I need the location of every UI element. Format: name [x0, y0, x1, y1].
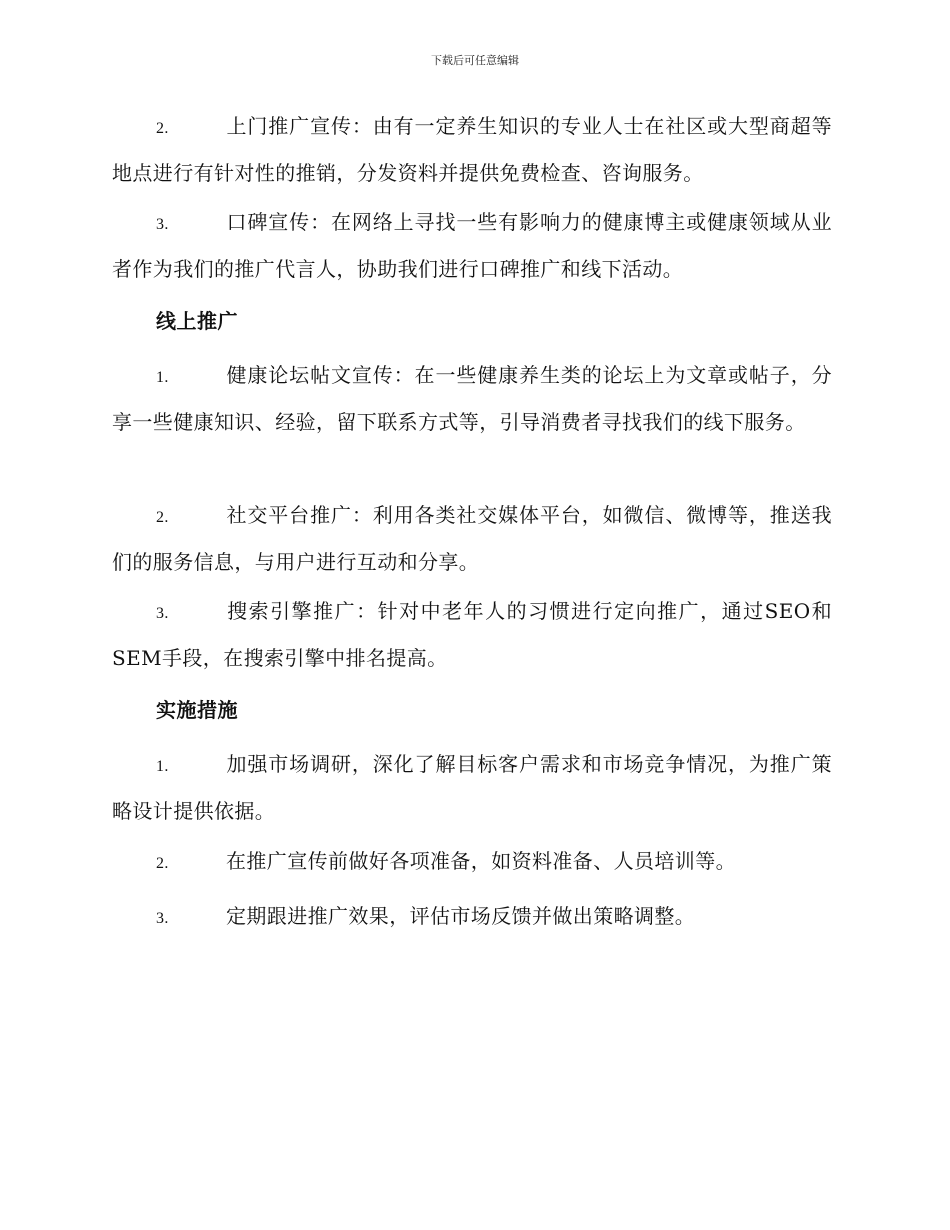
list-item — [112, 104, 832, 196]
list-number: 3. — [156, 910, 169, 927]
list-item — [112, 894, 832, 941]
list-number: 1. — [156, 758, 169, 775]
list-item — [112, 353, 832, 445]
list-item — [112, 589, 832, 681]
list-item-text: 加强市场调研，深化了解目标客户需求和市场竞争情况，为推广策略设计提供依据。 — [112, 752, 832, 823]
list-number: 1. — [156, 369, 169, 386]
list-number: 3. — [156, 605, 169, 622]
page-header: 下载后可任意编辑 — [431, 54, 519, 67]
list-number: 2. — [156, 855, 169, 872]
list-item-text: 社交平台推广：利用各类社交媒体平台，如微信、微博等，推送我们的服务信息，与用户进行互动和分享。 — [112, 503, 832, 574]
list-item-text: 搜索引擎推广：针对中老年人的习惯进行定向推广，通过SEO和SEM手段，在搜索引擎中排名提高。 — [112, 599, 832, 670]
list-item — [112, 839, 832, 886]
list-item-text: 口碑宣传：在网络上寻找一些有影响力的健康博主或健康领域从业者作为我们的推广代言人，协助我们进行口碑推广和线下活动。 — [112, 210, 832, 281]
list-item — [112, 200, 832, 292]
list-number: 2. — [156, 120, 169, 137]
section-heading-measures: 实施措施 — [156, 698, 238, 722]
list-number: 2. — [156, 509, 169, 526]
list-item-text: 定期跟进推广效果，评估市场反馈并做出策略调整。 — [226, 904, 696, 928]
list-number: 3. — [156, 216, 169, 233]
list-item-text: 健康论坛帖文宣传：在一些健康养生类的论坛上为文章或帖子，分享一些健康知识、经验，留下联系方式等，引导消费者寻找我们的线下服务。 — [112, 363, 832, 434]
section-heading-online: 线上推广 — [156, 309, 238, 333]
list-item-text: 上门推广宣传：由有一定养生知识的专业人士在社区或大型商超等地点进行有针对性的推销，分发资料并提供免费检查、咨询服务。 — [112, 114, 832, 185]
list-item — [112, 742, 832, 834]
list-item-text: 在推广宣传前做好各项准备，如资料准备、人员培训等。 — [226, 849, 736, 873]
list-item — [112, 493, 832, 585]
